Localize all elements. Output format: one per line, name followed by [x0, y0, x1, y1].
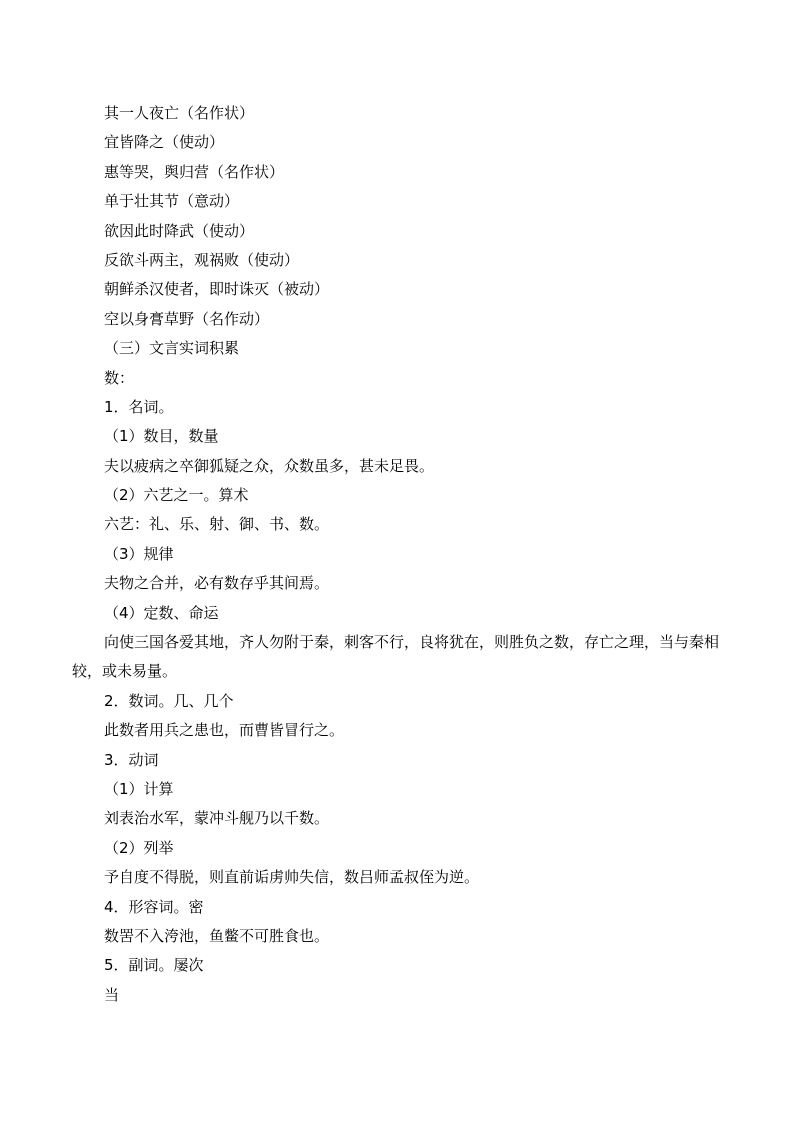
example-sentence: 欲因此时降武（使动） — [104, 221, 255, 240]
section-heading: （三）文言实词积累 — [104, 339, 240, 358]
example-sentence: 夫物之合并，必有数存乎其间焉。 — [104, 574, 330, 593]
meaning-item: （4）定数、命运 — [104, 603, 219, 622]
part-of-speech-heading: 2．数词。几、几个 — [104, 691, 234, 710]
meaning-item: （2）六艺之一。算术 — [104, 486, 249, 505]
example-sentence: 其一人夜亡（名作状） — [104, 104, 255, 122]
example-sentence: 朝鲜杀汉使者，即时诛灭（被动） — [104, 280, 330, 299]
example-sentence: 六艺：礼、乐、射、御、书、数。 — [104, 515, 330, 534]
example-sentence: 向使三国各爱其地，齐人勿附于秦，刺客不行，良将犹在，则胜负之数，存亡之理，当与秦相较，或未易量。 — [72, 633, 720, 681]
example-sentence: 惠等哭，舆归营（名作状） — [104, 162, 285, 181]
example-sentence: 刘表治水军，蒙冲斗舰乃以千数。 — [104, 809, 330, 828]
example-sentence: 予自度不得脱，则直前诟虏帅失信，数吕师孟叔侄为逆。 — [104, 868, 480, 887]
meaning-item: （1）计算 — [104, 780, 174, 799]
example-sentence: 单于壮其节（意动） — [104, 192, 240, 211]
example-sentence: 反欲斗两主，观祸败（使动） — [104, 250, 300, 269]
part-of-speech-heading: 1．名词。 — [104, 397, 174, 416]
meaning-item: （1）数目，数量 — [104, 427, 219, 446]
meaning-item: （2）列举 — [104, 838, 174, 857]
part-of-speech-heading: 4．形容词。密 — [104, 897, 204, 916]
example-sentence: 此数者用兵之患也，而曹皆冒行之。 — [104, 721, 345, 740]
keyword-heading: 当 — [104, 985, 120, 1004]
example-sentence: 夫以疲病之卒御狐疑之众，众数虽多，甚未足畏。 — [104, 456, 435, 475]
keyword-heading: 数： — [104, 368, 135, 387]
example-sentence: 数罟不入洿池，鱼鳖不可胜食也。 — [104, 926, 330, 945]
document-body — [72, 99, 722, 1010]
part-of-speech-heading: 5．副词。屡次 — [104, 956, 204, 975]
example-sentence: 宜皆降之（使动） — [104, 133, 225, 152]
meaning-item: （3）规律 — [104, 544, 174, 563]
part-of-speech-heading: 3．动词 — [104, 750, 159, 769]
example-sentence: 空以身膏草野（名作动） — [104, 309, 270, 328]
